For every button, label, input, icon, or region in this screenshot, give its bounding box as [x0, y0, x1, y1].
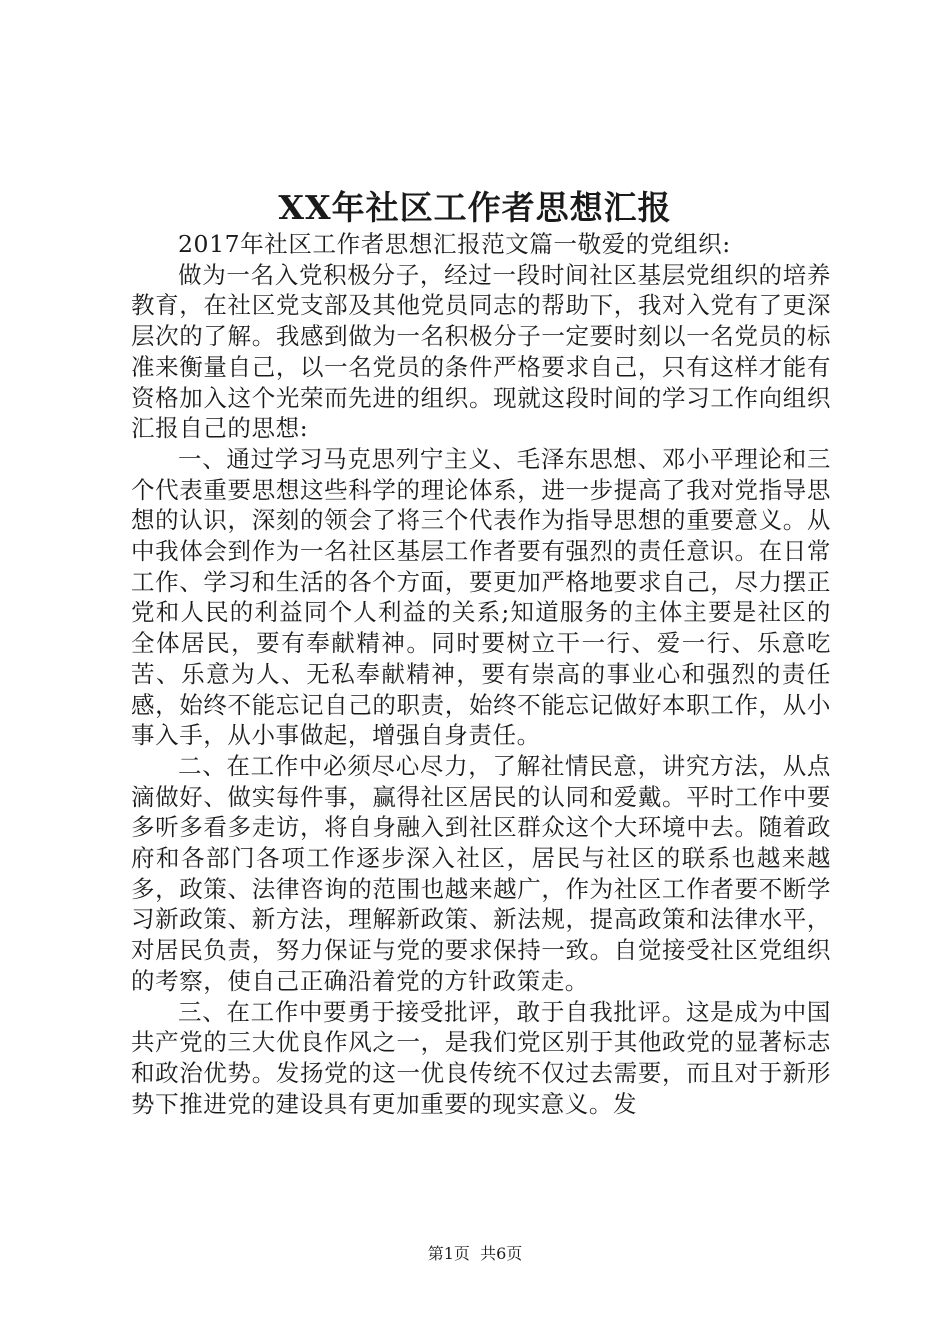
document-body — [131, 229, 831, 1119]
page-number: 第1页 — [427, 1244, 470, 1263]
paragraph-3: 二、在工作中必须尽心尽力，了解社情民意，讲究方法，从点滴做好、做实每件事，赢得社区居民的认同和爱戴。平时工作中要多听多看多走访，将自身融入到社区群众这个大环境中去。随着政府和各部门各项工作逐步深入社区，居民与社区的联系也越来越多，政策、法律咨询的范围也越来越广，作为社区工作者要不断学习新政策、新方法，理解新政策、新法规，提高政策和法律水平，对居民负责，努力保证与党的要求保持一致。自觉接受社区党组织的考察，使自己正确沿着党的方针政策走。 — [131, 751, 831, 995]
paragraph-intro: 2017年社区工作者思想汇报范文篇一敬爱的党组织: — [178, 230, 731, 258]
page-total: 共6页 — [480, 1244, 523, 1263]
page-footer — [0, 1243, 950, 1265]
document-title: XX年社区工作者思想汇报 — [278, 188, 672, 227]
footer-spacer — [470, 1244, 480, 1263]
paragraph-4: 三、在工作中要勇于接受批评，敢于自我批评。这是成为中国共产党的三大优良作风之一，是我们党区别于其他政党的显著标志和政治优势。发扬党的这一优良传统不仅过去需要，而且对于新形势下推进党的建设具有更加重要的现实意义。发 — [131, 997, 831, 1118]
paragraph-2: 一、通过学习马克思列宁主义、毛泽东思想、邓小平理论和三个代表重要思想这些科学的理论体系，进一步提高了我对党指导思想的认识，深刻的领会了将三个代表作为指导思想的重要意义。从中我体会到作为一名社区基层工作者要有强烈的责任意识。在日常工作、学习和生活的各个方面，要更加严格地要求自己，尽力摆正党和人民的利益同个人利益的关系;知道服务的主体主要是社区的全体居民，要有奉献精神。同时要树立干一行、爱一行、乐意吃苦、乐意为人、无私奉献精神，要有崇高的事业心和强烈的责任感，始终不能忘记自己的职责，始终不能忘记做好本职工作，从小事入手，从小事做起，增强自身责任。 — [131, 444, 831, 750]
paragraph-1: 做为一名入党积极分子，经过一段时间社区基层党组织的培养教育，在社区党支部及其他党员同志的帮助下，我对入党有了更深层次的了解。我感到做为一名积极分子一定要时刻以一名党员的标准来衡量自己，以一名党员的条件严格要求自己，只有这样才能有资格加入这个光荣而先进的组织。现就这段时间的学习工作向组织汇报自己的思想: — [131, 260, 831, 443]
